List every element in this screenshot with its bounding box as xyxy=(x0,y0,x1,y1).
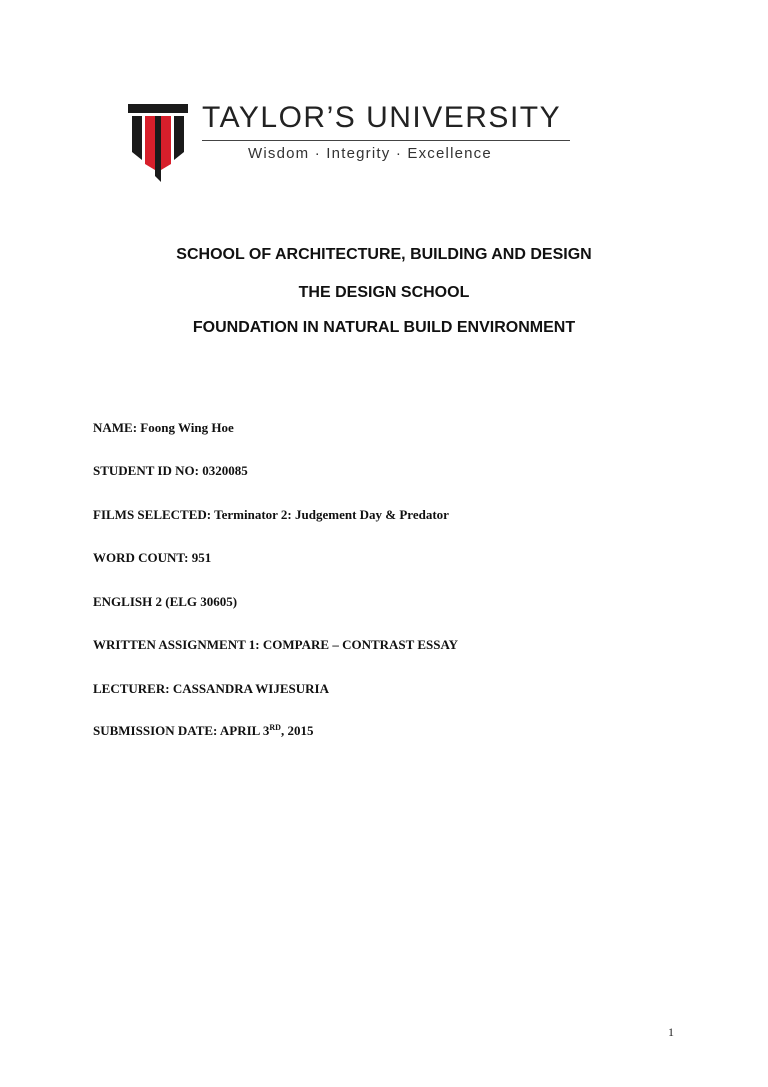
word-count: WORD COUNT: 951 xyxy=(93,550,212,565)
films-selected: FILMS SELECTED: Terminator 2: Judgement Day & Predator xyxy=(93,507,449,522)
student-id: STUDENT ID NO: 0320085 xyxy=(93,463,248,478)
university-tagline: Wisdom · Integrity · Excellence xyxy=(248,145,492,162)
submission-date-ordinal: RD xyxy=(269,723,281,732)
logo-divider xyxy=(202,140,570,141)
submission-date-year: , 2015 xyxy=(280,723,314,738)
student-name: NAME: Foong Wing Hoe xyxy=(93,420,234,435)
university-logo xyxy=(128,100,578,190)
lecturer-name: LECTURER: CASSANDRA WIJESURIA xyxy=(93,681,329,696)
programme-heading: FOUNDATION IN NATURAL BUILD ENVIRONMENT xyxy=(192,319,576,336)
course-code: ENGLISH 2 (ELG 30605) xyxy=(93,594,238,609)
submission-date-prefix: SUBMISSION DATE: APRIL 3 xyxy=(93,723,270,738)
page-number: 1 xyxy=(668,1025,674,1039)
submission-date xyxy=(93,723,313,739)
university-name: TAYLOR’S UNIVERSITY xyxy=(202,101,562,134)
school-heading: SCHOOL OF ARCHITECTURE, BUILDING AND DESIGN xyxy=(176,246,592,263)
assignment-title: WRITTEN ASSIGNMENT 1: COMPARE – CONTRAST ESSAY xyxy=(93,637,459,652)
university-crest-icon xyxy=(128,104,188,182)
design-school-heading: THE DESIGN SCHOOL xyxy=(298,284,470,301)
